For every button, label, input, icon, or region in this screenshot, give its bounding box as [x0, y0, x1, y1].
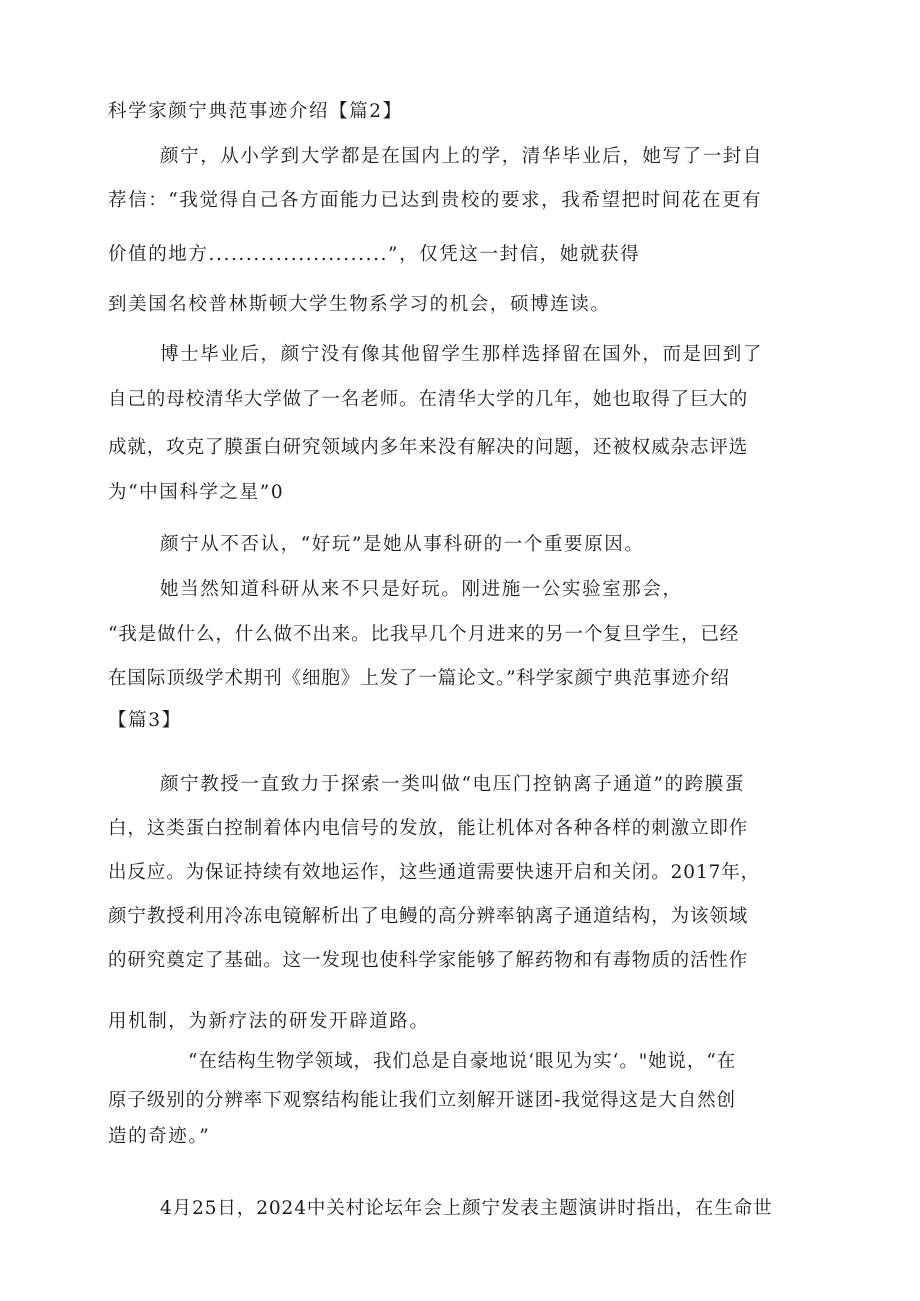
paragraph-line: 白，这类蛋白控制着体内电信号的发放，能让机体对各种各样的刺激立即作 [108, 818, 749, 839]
paragraph-line: 她当然知道科研从来不只是好玩。刚进施一公实验室那会， [160, 579, 683, 600]
paragraph-line: 自己的母校清华大学做了一名老师。在清华大学的几年，她也取得了巨大的 [108, 389, 749, 410]
paragraph-line: 在国际顶级学术期刊《细胞》上发了一篇论文。”科学家颜宁典范事迹介绍 [108, 668, 730, 689]
paragraph-line: “我是做什么，什么做不出来。比我早几个月进来的另一个复旦学生，已经 [108, 624, 740, 645]
paragraph-line: 颜宁，从小学到大学都是在国内上的学，清华毕业后，她写了一封自 [160, 146, 764, 167]
section-title-3: 【篇3】 [108, 710, 182, 731]
quote-line: 原子级别的分辨率下观察结构能让我们立刻解开谜团-我觉得这是大自然创 [108, 1090, 736, 1111]
paragraph-line: 荐信：“我觉得自己各方面能力已达到贵校的要求，我希望把时间花在更有 [108, 190, 763, 211]
paragraph-line: 出反应。为保证持续有效地运作，这些通道需要快速开启和关闭。2017年， [108, 862, 761, 883]
paragraph-line: 的研究奠定了基础。这一发现也使科学家能够了解药物和有毒物质的活性作 [108, 950, 749, 971]
section-title-2: 科学家颜宁典范事迹介绍【篇2】 [108, 101, 403, 122]
paragraph-line: 4月25日，2024中关村论坛年会上颜宁发表主题演讲时指出，在生命世 [160, 1198, 773, 1219]
paragraph-line: 颜宁教授利用冷冻电镜解析出了电鳗的高分辨率钠离子通道结构，为该领域 [108, 906, 749, 927]
quote-line: “在结构生物学领域，我们总是自豪地说‘眼见为实‘。"她说，“在 [188, 1051, 737, 1072]
paragraph-line: 用机制，为新疗法的研发开辟道路。 [108, 1011, 430, 1032]
paragraph-line: 博士毕业后，颜宁没有像其他留学生那样选择留在国外，而是回到了 [160, 344, 764, 365]
paragraph-line: 到美国名校普林斯顿大学生物系学习的机会，硕博连读。 [108, 294, 611, 315]
paragraph-line: 颜宁教授一直致力于探索一类叫做“电压门控钠离子通道”的跨膜蛋 [160, 774, 745, 795]
paragraph-line: 颜宁从不否认，“好玩”是她从事科研的一个重要原因。 [160, 534, 645, 555]
quote-line: 造的奇迹。” [108, 1126, 211, 1147]
paragraph-line: 价值的地方........................”，仅凭这一封信，她就获得 [108, 244, 641, 265]
paragraph-line: 成就，攻克了膜蛋白研究领域内多年来没有解决的问题，还被权威杂志评选 [108, 437, 749, 458]
paragraph-line: 为“中国科学之星”0 [108, 482, 285, 503]
